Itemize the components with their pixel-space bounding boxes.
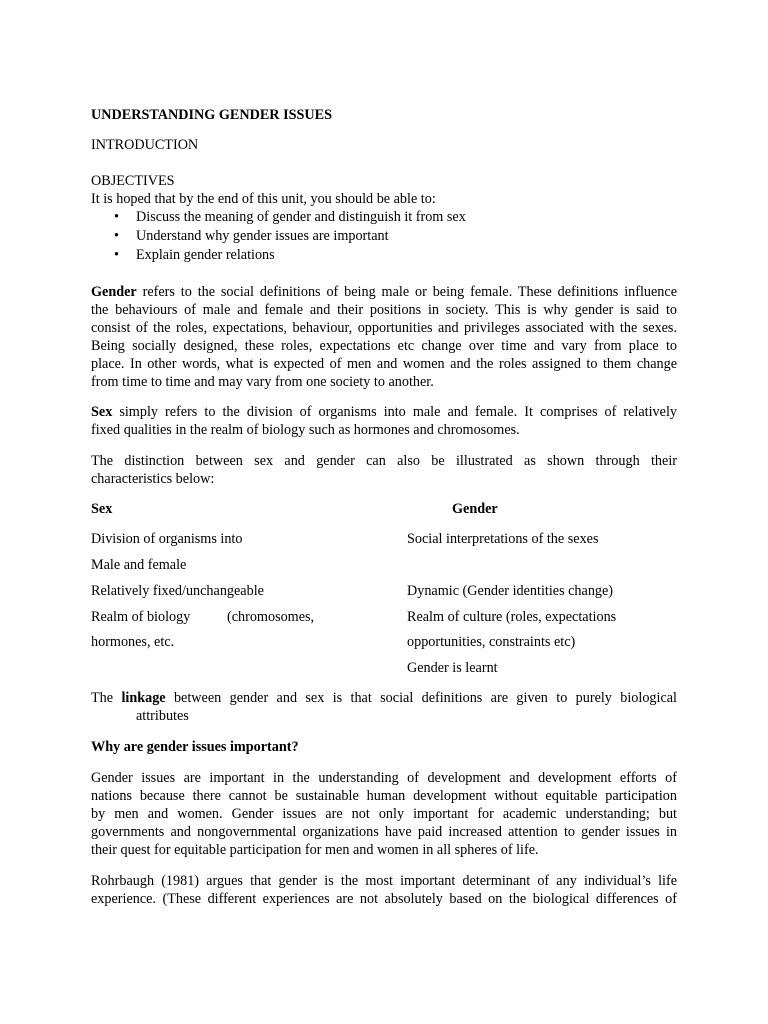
importance-paragraph: Gender issues are important in the understanding of development and development efforts of nations because there cannot be sustainable human development without equitable participation by men and women. Gender issues are not only important for academic understanding; but governments and nongovernmental organizations have paid increased attention to gender issues in their quest for equitable participation for men and women in all spheres of life.: [91, 770, 677, 858]
gender-characteristic: opportunities, constraints etc): [407, 634, 576, 650]
gender-characteristic: Gender is learnt: [407, 660, 498, 676]
sex-characteristic: Realm of biology: [91, 609, 191, 625]
sex-characteristic: (chromosomes,: [227, 609, 315, 625]
sex-characteristic: Division of organisms into: [91, 531, 243, 547]
distinction-paragraph: The distinction between sex and gender can also be illustrated as shown through their characteristics below:: [91, 453, 677, 487]
gender-paragraph: Gender refers to the social definitions of being male or being female. These definitions influence the behaviours of male and female and their positions in society. This is why gender is said to consist of the roles, expectations, behaviour, opportunities and privileges associated with the sexes. Being socially designed, these roles, expectations etc change over time and vary from place to place. In other words, what is expected of men and women and the roles assigned to them change from time to time and may vary from one society to another.: [91, 284, 677, 390]
list-item: • Understand why gender issues are important: [114, 228, 389, 244]
linkage-term: linkage: [121, 690, 166, 706]
bullet-icon: •: [114, 228, 119, 244]
gender-characteristic: Social interpretations of the sexes: [407, 531, 599, 547]
document-title: UNDERSTANDING GENDER ISSUES: [91, 107, 332, 123]
list-item: • Discuss the meaning of gender and distinguish it from sex: [114, 209, 466, 225]
section-heading: Why are gender issues important?: [91, 739, 299, 755]
sex-paragraph: Sex simply refers to the division of organisms into male and female. It comprises of relatively fixed qualities in the realm of biology such as hormones and chromosomes.: [91, 404, 677, 438]
bullet-icon: •: [114, 247, 119, 263]
rohrbaugh-paragraph: Rohrbaugh (1981) argues that gender is the most important determinant of any individual’s life experience. (These different experiences are not absolutely based on the biological differences of: [91, 873, 677, 907]
sex-column-heading: Sex: [91, 501, 113, 517]
linkage-paragraph: The linkage between gender and sex is that social definitions are given to purely biological attributes: [91, 690, 677, 724]
sex-term: Sex: [91, 404, 113, 420]
objectives-lead: It is hoped that by the end of this unit, you should be able to:: [91, 191, 436, 207]
gender-characteristic: Realm of culture (roles, expectations: [407, 609, 617, 625]
sex-characteristic: Relatively fixed/unchangeable: [91, 583, 264, 599]
list-item: • Explain gender relations: [114, 247, 275, 263]
gender-characteristic: Dynamic (Gender identities change): [407, 583, 614, 599]
sex-characteristic: hormones, etc.: [91, 634, 175, 650]
sex-characteristic: Male and female: [91, 557, 187, 573]
introduction-heading: INTRODUCTION: [91, 137, 199, 153]
gender-term: Gender: [91, 284, 137, 300]
gender-column-heading: Gender: [452, 501, 498, 517]
bullet-icon: •: [114, 209, 119, 225]
objectives-list: [91, 208, 466, 265]
objectives-heading: OBJECTIVES: [91, 173, 175, 189]
